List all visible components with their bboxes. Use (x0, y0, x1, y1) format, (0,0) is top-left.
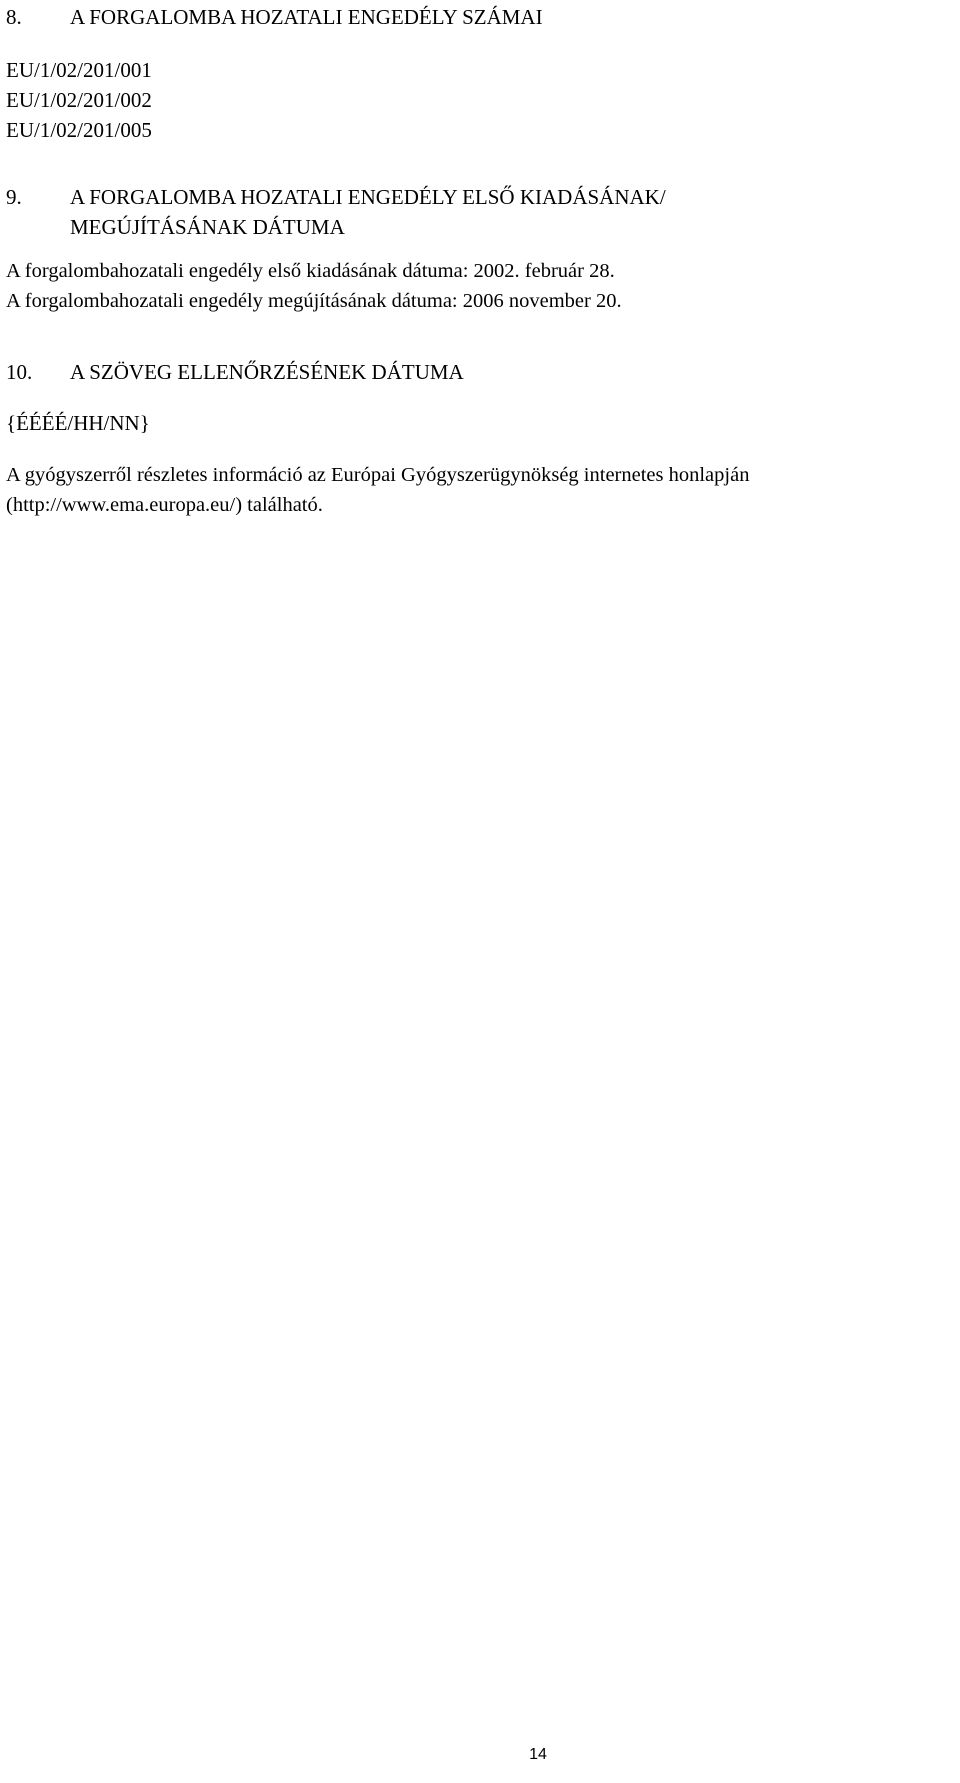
section-9-title-line-2: MEGÚJÍTÁSÁNAK DÁTUMA (70, 215, 345, 239)
page-number: 14 (529, 1746, 547, 1763)
info-line-1: A gyógyszerről részletes információ az Európai Gyógyszerügynökség internetes honlapján (6, 464, 750, 486)
authorization-numbers-list (6, 55, 946, 145)
section-9-number: 9. (6, 185, 22, 209)
section-10-info (6, 460, 946, 520)
revision-date-placeholder: {ÉÉÉÉ/HH/NN} (6, 411, 150, 435)
authorization-number: EU/1/02/201/001 (6, 58, 152, 82)
section-9-title-line-1: A FORGALOMBA HOZATALI ENGEDÉLY ELSŐ KIADÁSÁNAK/ (70, 185, 666, 209)
section-10-number: 10. (6, 360, 33, 384)
authorization-number: EU/1/02/201/005 (6, 118, 152, 142)
section-8-title: A FORGALOMBA HOZATALI ENGEDÉLY SZÁMAI (70, 5, 543, 29)
section-8-heading (6, 2, 946, 32)
section-10-heading (6, 357, 946, 387)
section-10-title: A SZÖVEG ELLENŐRZÉSÉNEK DÁTUMA (70, 360, 464, 384)
renewal-date: A forgalombahozatali engedély megújításának dátuma: 2006 november 20. (6, 290, 622, 312)
first-authorization-date: A forgalombahozatali engedély első kiadásának dátuma: 2002. február 28. (6, 260, 615, 282)
info-line-2: (http://www.ema.europa.eu/) található. (6, 494, 323, 516)
authorization-number: EU/1/02/201/002 (6, 88, 152, 112)
section-9-heading (6, 182, 946, 242)
section-9-body (6, 256, 946, 316)
section-8-number: 8. (6, 5, 22, 29)
